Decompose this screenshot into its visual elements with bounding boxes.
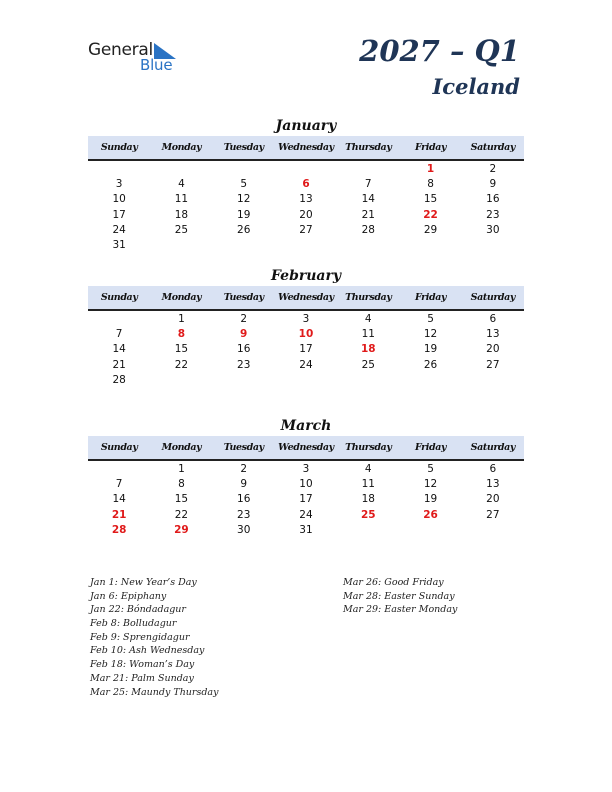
day-cell: 6 bbox=[489, 463, 497, 475]
day-cell: 10 bbox=[298, 328, 314, 341]
day-cell bbox=[275, 162, 337, 177]
day-cell: 8 bbox=[178, 478, 185, 491]
week-row bbox=[88, 477, 524, 492]
day-cell: 19 bbox=[237, 208, 251, 221]
week-row bbox=[88, 162, 524, 177]
day-cell: 22 bbox=[423, 208, 438, 221]
holiday-entry: Feb 10: Ash Wednesday bbox=[90, 645, 205, 657]
day-cell: 2 bbox=[240, 463, 248, 475]
week-row bbox=[88, 358, 524, 373]
day-cell: 18 bbox=[174, 208, 189, 221]
week-row bbox=[88, 508, 524, 523]
month-title: March bbox=[280, 418, 332, 434]
day-cell: 3 bbox=[302, 463, 310, 475]
day-cell: 24 bbox=[112, 223, 126, 236]
day-cell: 20 bbox=[486, 343, 500, 356]
week-row bbox=[88, 192, 524, 207]
week-row bbox=[88, 462, 524, 477]
day-cell: 24 bbox=[299, 358, 313, 371]
day-cell: 15 bbox=[423, 193, 438, 206]
weekday-label: Wednesday bbox=[278, 292, 334, 303]
day-cell: 16 bbox=[486, 193, 500, 206]
day-cell: 30 bbox=[486, 223, 500, 236]
weekday-label: Sunday bbox=[100, 142, 138, 153]
week-row bbox=[88, 327, 524, 342]
weekday-label: Wednesday bbox=[278, 442, 334, 453]
weekday-label: Monday bbox=[161, 142, 202, 153]
day-cell: 16 bbox=[237, 493, 251, 506]
holiday-entry: Mar 25: Maundy Thursday bbox=[90, 686, 219, 698]
day-cell: 27 bbox=[486, 508, 500, 521]
day-cell: 13 bbox=[299, 193, 313, 206]
weekday-label: Friday bbox=[414, 292, 447, 303]
day-cell: 12 bbox=[423, 478, 438, 491]
holiday-entry: Feb 8: Bolludagur bbox=[90, 618, 177, 630]
month-february bbox=[88, 266, 524, 388]
weekday-header bbox=[88, 436, 524, 461]
day-cell: 13 bbox=[486, 478, 500, 491]
day-cell: 22 bbox=[174, 508, 189, 521]
day-cell: 26 bbox=[423, 358, 438, 371]
day-cell: 19 bbox=[423, 493, 438, 506]
weekday-label: Tuesday bbox=[223, 292, 264, 303]
logo-blue-text: Blue bbox=[140, 56, 173, 74]
day-cell: 17 bbox=[299, 493, 313, 506]
weekday-label: Wednesday bbox=[278, 142, 334, 153]
day-cell: 14 bbox=[112, 493, 126, 506]
day-cell: 17 bbox=[112, 208, 126, 221]
day-cell: 11 bbox=[361, 478, 375, 491]
day-cell bbox=[150, 373, 212, 388]
day-cell: 1 bbox=[178, 463, 185, 475]
day-cell bbox=[399, 238, 461, 253]
day-cell: 23 bbox=[486, 208, 500, 221]
day-cell: 1 bbox=[426, 163, 435, 175]
day-cell: 13 bbox=[486, 328, 500, 341]
day-cell: 10 bbox=[299, 478, 313, 491]
day-cell: 28 bbox=[111, 523, 127, 536]
day-cell: 11 bbox=[361, 328, 375, 341]
month-january bbox=[88, 116, 524, 253]
day-cell: 20 bbox=[486, 493, 500, 506]
day-cell: 14 bbox=[112, 343, 126, 356]
day-cell: 27 bbox=[486, 358, 500, 371]
week-row bbox=[88, 523, 524, 538]
logo-general-text: General bbox=[88, 40, 153, 60]
weekday-label: Monday bbox=[161, 442, 202, 453]
day-cell: 28 bbox=[361, 223, 375, 236]
day-cell: 4 bbox=[364, 463, 372, 475]
weekday-label: Tuesday bbox=[223, 442, 264, 453]
day-cell bbox=[150, 238, 212, 253]
day-cell: 6 bbox=[302, 178, 310, 191]
day-cell bbox=[275, 238, 337, 253]
holiday-list-right bbox=[343, 576, 457, 617]
weekday-label: Saturday bbox=[470, 292, 516, 303]
week-row bbox=[88, 208, 524, 223]
week-row bbox=[88, 177, 524, 192]
day-cell: 19 bbox=[423, 343, 438, 356]
day-cell: 1 bbox=[178, 313, 185, 325]
day-cell: 29 bbox=[174, 523, 189, 536]
day-cell bbox=[399, 373, 461, 388]
day-cell: 9 bbox=[240, 328, 248, 341]
day-cell: 5 bbox=[427, 313, 434, 325]
weekday-label: Friday bbox=[414, 442, 447, 453]
day-cell: 30 bbox=[237, 523, 251, 536]
day-cell bbox=[275, 373, 337, 388]
day-cell: 8 bbox=[427, 178, 434, 191]
day-cell: 21 bbox=[112, 358, 126, 371]
day-cell bbox=[462, 523, 524, 538]
day-cell bbox=[88, 162, 150, 177]
day-cell bbox=[462, 238, 524, 253]
day-cell: 4 bbox=[178, 178, 185, 191]
day-cell: 16 bbox=[237, 343, 251, 356]
day-cell: 2 bbox=[240, 313, 248, 325]
day-cell: 23 bbox=[237, 508, 251, 521]
week-row bbox=[88, 238, 524, 253]
weekday-label: Monday bbox=[161, 292, 202, 303]
day-cell: 17 bbox=[299, 343, 313, 356]
day-cell: 24 bbox=[299, 508, 313, 521]
weekday-label: Friday bbox=[414, 142, 447, 153]
holiday-entry: Mar 26: Good Friday bbox=[343, 577, 444, 588]
day-cell bbox=[337, 238, 399, 253]
day-cell bbox=[88, 312, 150, 327]
holiday-entry: Feb 18: Woman’s Day bbox=[90, 659, 195, 671]
weekday-label: Saturday bbox=[470, 142, 516, 153]
day-cell: 9 bbox=[240, 478, 248, 491]
day-cell bbox=[213, 238, 275, 253]
day-cell: 12 bbox=[237, 193, 251, 206]
day-cell: 18 bbox=[361, 493, 375, 506]
day-cell bbox=[337, 162, 399, 177]
weekday-header bbox=[88, 286, 524, 311]
holiday-list-left bbox=[90, 576, 218, 699]
day-cell: 8 bbox=[177, 328, 186, 341]
day-cell: 10 bbox=[112, 193, 126, 206]
day-cell: 7 bbox=[115, 328, 123, 341]
day-cell: 12 bbox=[423, 328, 438, 341]
week-row bbox=[88, 492, 524, 507]
month-march bbox=[88, 416, 524, 538]
weekday-label: Thursday bbox=[345, 142, 392, 153]
brand-logo bbox=[88, 40, 188, 80]
day-cell: 9 bbox=[489, 178, 497, 191]
day-cell: 29 bbox=[423, 223, 438, 236]
day-cell: 7 bbox=[115, 478, 123, 491]
day-cell: 4 bbox=[364, 313, 372, 325]
weekday-label: Thursday bbox=[345, 442, 392, 453]
country-name: Iceland bbox=[432, 74, 520, 99]
day-cell bbox=[337, 373, 399, 388]
holiday-entry: Mar 29: Easter Monday bbox=[343, 604, 458, 616]
month-title: February bbox=[270, 268, 341, 284]
day-cell: 26 bbox=[237, 223, 251, 236]
day-cell: 5 bbox=[427, 463, 434, 475]
day-cell: 25 bbox=[361, 358, 375, 371]
day-cell: 2 bbox=[489, 163, 497, 175]
day-cell: 15 bbox=[174, 493, 189, 506]
week-row bbox=[88, 312, 524, 327]
day-cell bbox=[399, 523, 461, 538]
holiday-entry: Jan 1: New Year’s Day bbox=[90, 577, 197, 588]
week-row bbox=[88, 342, 524, 357]
day-cell: 31 bbox=[299, 523, 313, 536]
week-row bbox=[88, 373, 524, 388]
day-cell bbox=[213, 162, 275, 177]
day-cell: 20 bbox=[299, 208, 313, 221]
day-cell: 28 bbox=[112, 373, 126, 386]
day-cell bbox=[337, 523, 399, 538]
holiday-entry: Jan 22: Bóndadagur bbox=[90, 604, 186, 616]
day-cell: 11 bbox=[174, 193, 189, 206]
day-cell: 25 bbox=[360, 508, 376, 521]
weekday-label: Saturday bbox=[470, 442, 516, 453]
weekday-label: Sunday bbox=[100, 442, 138, 453]
day-cell: 31 bbox=[112, 238, 126, 251]
day-cell bbox=[150, 162, 212, 177]
day-cell: 7 bbox=[364, 178, 372, 191]
day-cell: 26 bbox=[423, 508, 438, 521]
weekday-label: Tuesday bbox=[223, 142, 264, 153]
day-cell: 18 bbox=[360, 343, 376, 356]
holiday-entry: Jan 6: Epiphany bbox=[90, 590, 167, 602]
page-title: 2027 – Q1 bbox=[359, 34, 520, 68]
week-row bbox=[88, 223, 524, 238]
holiday-entry: Mar 28: Easter Sunday bbox=[343, 590, 455, 602]
day-cell: 22 bbox=[174, 358, 189, 371]
day-cell: 5 bbox=[240, 178, 248, 191]
day-cell: 3 bbox=[115, 178, 123, 191]
month-title: January bbox=[275, 118, 337, 134]
weekday-label: Thursday bbox=[345, 292, 392, 303]
day-cell: 21 bbox=[111, 508, 127, 521]
day-cell bbox=[462, 373, 524, 388]
day-cell: 15 bbox=[174, 343, 189, 356]
weekday-label: Sunday bbox=[100, 292, 138, 303]
holiday-entry: Mar 21: Palm Sunday bbox=[90, 672, 194, 684]
day-cell: 3 bbox=[302, 313, 310, 325]
day-cell bbox=[213, 373, 275, 388]
holiday-entry: Feb 9: Sprengidagur bbox=[90, 631, 190, 643]
weekday-header bbox=[88, 136, 524, 161]
day-cell: 21 bbox=[361, 208, 375, 221]
day-cell: 14 bbox=[361, 193, 375, 206]
day-cell: 23 bbox=[237, 358, 251, 371]
day-cell: 6 bbox=[489, 313, 497, 325]
day-cell: 25 bbox=[174, 223, 189, 236]
day-cell bbox=[88, 462, 150, 477]
day-cell: 27 bbox=[299, 223, 313, 236]
